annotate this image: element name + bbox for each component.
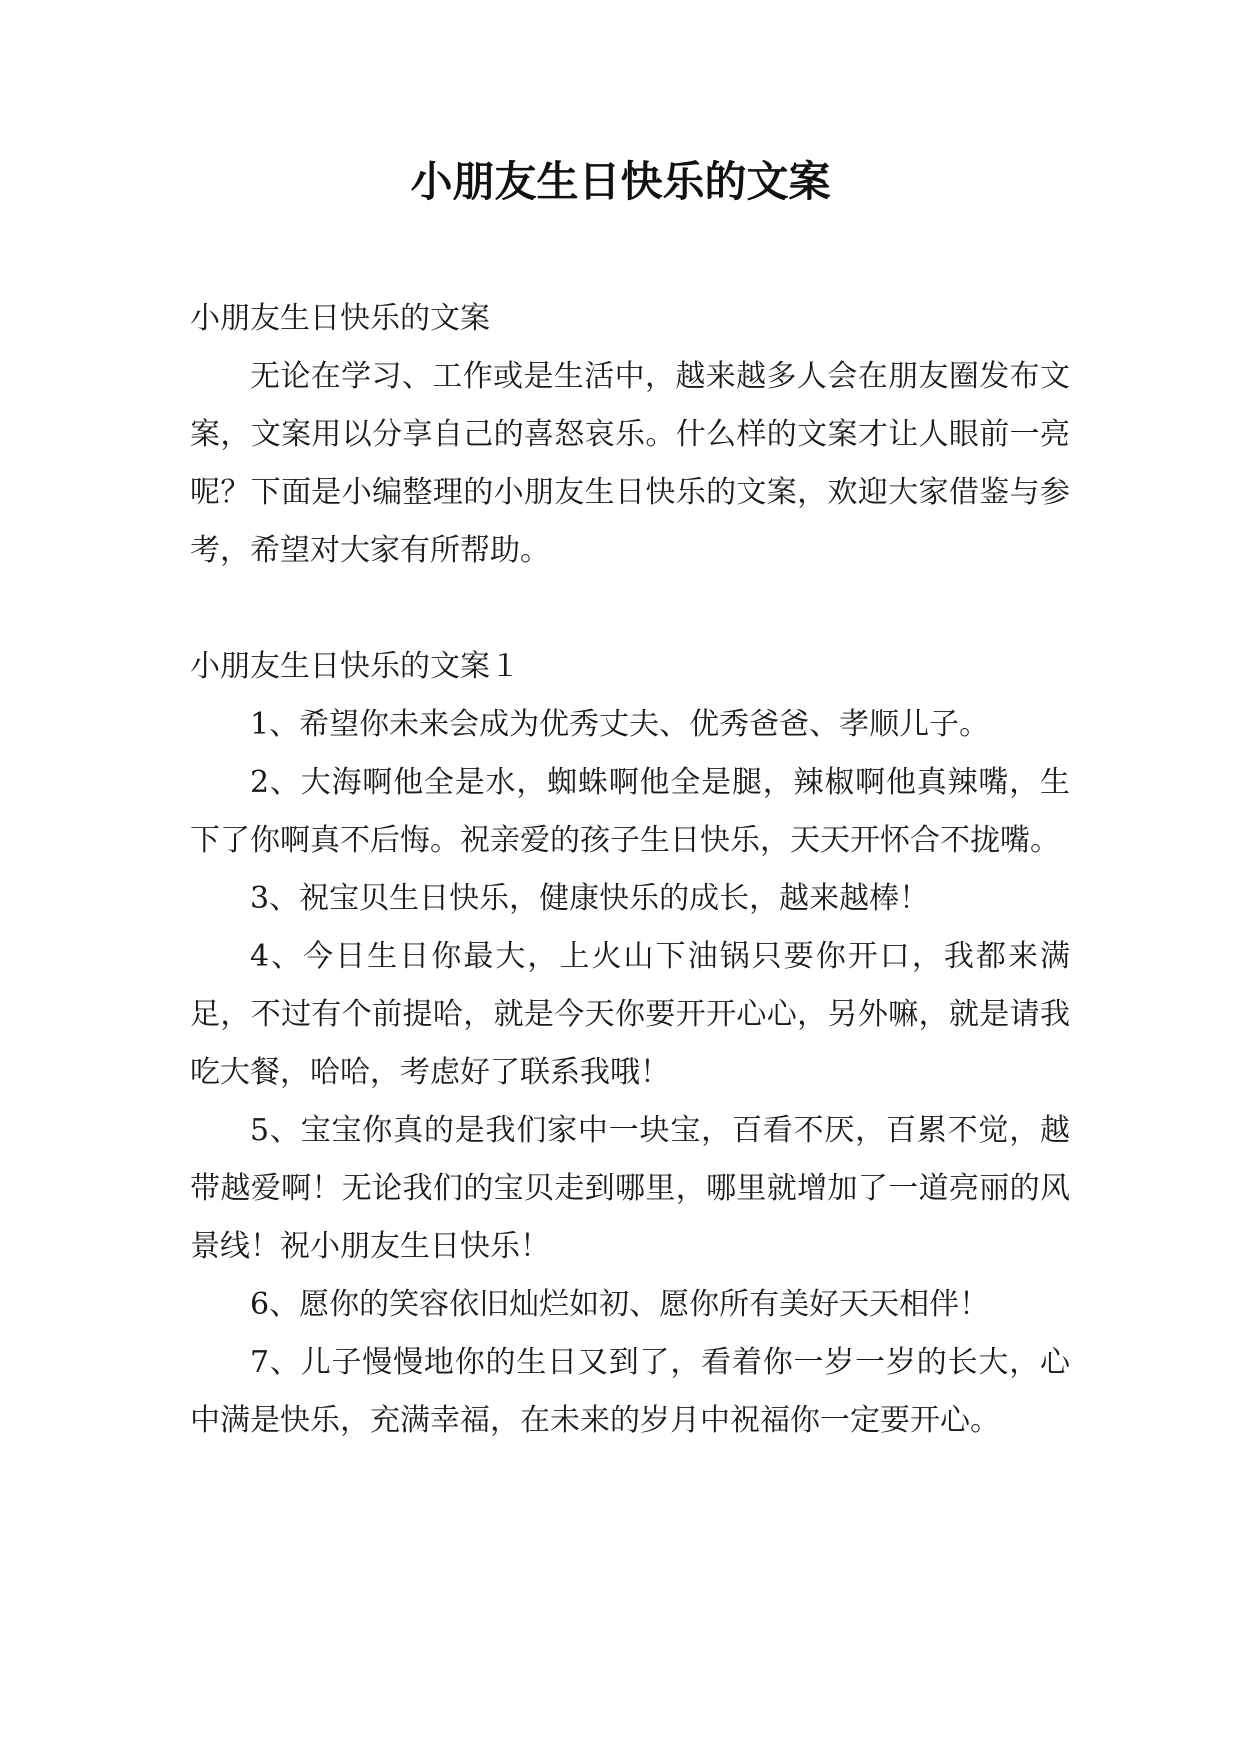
list-item: 3、祝宝贝生日快乐，健康快乐的成长，越来越棒！ [250,881,930,916]
intro-heading: 小朋友生日快乐的文案 [190,301,490,336]
list-item: 1、希望你未来会成为优秀丈夫、优秀爸爸、孝顺儿子。 [250,707,990,742]
intro-paragraph: 无论在学习、工作或是生活中，越来越多人会在朋友圈发布文案，文案用以分享自己的喜怒哀乐。什么样的文案才让人眼前一亮呢？下面是小编整理的小朋友生日快乐的文案，欢迎大家借鉴与参考，希望对大家有所帮助。 [190,359,1070,568]
wish-list [190,696,1070,1450]
section-spacer [190,580,1070,638]
list-item: 4、今日生日你最大，上火山下油锅只要你开口，我都来满足，不过有个前提哈，就是今天你要开开心心，另外嘛，就是请我吃大餐，哈哈，考虑好了联系我哦！ [190,939,1070,1090]
document-title: 小朋友生日快乐的文案 [410,157,831,206]
section-heading: 小朋友生日快乐的文案１ [190,649,520,684]
list-item: 5、宝宝你真的是我们家中一块宝，百看不厌，百累不觉，越带越爱啊！无论我们的宝贝走到哪里，哪里就增加了一道亮丽的风景线！祝小朋友生日快乐！ [190,1113,1070,1264]
list-item: 6、愿你的笑容依旧灿烂如初、愿你所有美好天天相伴！ [250,1287,990,1322]
list-item: 7、儿子慢慢地你的生日又到了，看着你一岁一岁的长大，心中满是快乐，充满幸福，在未来的岁月中祝福你一定要开心。 [190,1345,1070,1438]
document-body [190,290,1070,1450]
list-item: 2、大海啊他全是水，蜘蛛啊他全是腿，辣椒啊他真辣嘴，生下了你啊真不后悔。祝亲爱的孩子生日快乐，天天开怀合不拢嘴。 [190,765,1070,858]
